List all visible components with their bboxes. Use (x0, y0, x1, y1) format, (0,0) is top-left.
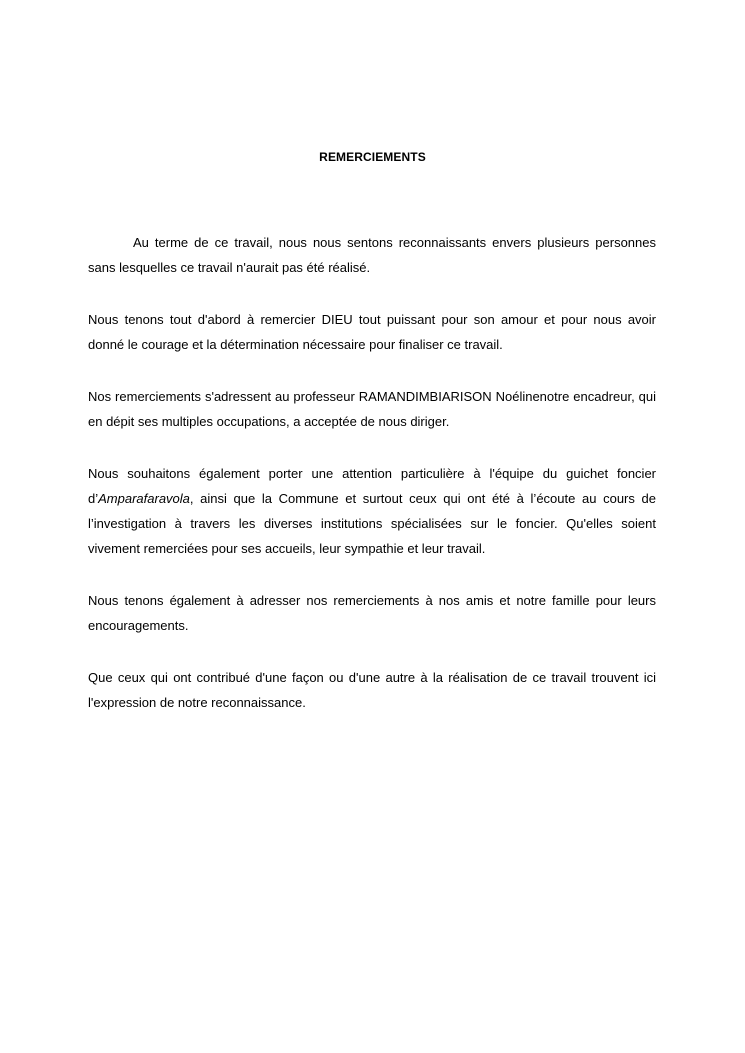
paragraph-closing: Que ceux qui ont contribué d'une façon ou d'une autre à la réalisation de ce travail trouvent ici l'expression de notre reconnaissance. (88, 670, 656, 710)
place-name-italic: Amparafaravola (98, 491, 190, 506)
paragraph-thanks-family: Nous tenons également à adresser nos remerciements à nos amis et notre famille pour leurs encouragements. (88, 593, 656, 633)
paragraph-thanks-institutions (88, 461, 656, 561)
page-title: REMERCIEMENTS (319, 150, 426, 164)
paragraph-thanks-god: Nous tenons tout d'abord à remercier DIEU tout puissant pour son amour et pour nous avoir donné le courage et la détermination nécessaire pour finaliser ce travail. (88, 312, 656, 352)
paragraph-thanks-institutions-end: , ainsi que la Commune et surtout ceux qui ont été à l’écoute au cours de l’investigation à travers les diverses institutions spécialisées sur le foncier. Qu'elles soient vivement remerciées pour ses accueils, leur sympathie et leur travail. (88, 491, 656, 556)
paragraph-thanks-supervisor: Nos remerciements s'adressent au professeur RAMANDIMBIARISON Noélinenotre encadreur, qui en dépit ses multiples occupations, a acceptée de nous diriger. (88, 389, 656, 429)
paragraph-thanks-institutions-start: Nous souhaitons également porter une attention particulière à l'équipe du guichet foncier d’ (88, 466, 656, 506)
paragraph-intro: Au terme de ce travail, nous nous sentons reconnaissants envers plusieurs personnes sans lesquelles ce travail n'aurait pas été réalisé. (88, 235, 656, 275)
acknowledgements-body (88, 230, 656, 742)
